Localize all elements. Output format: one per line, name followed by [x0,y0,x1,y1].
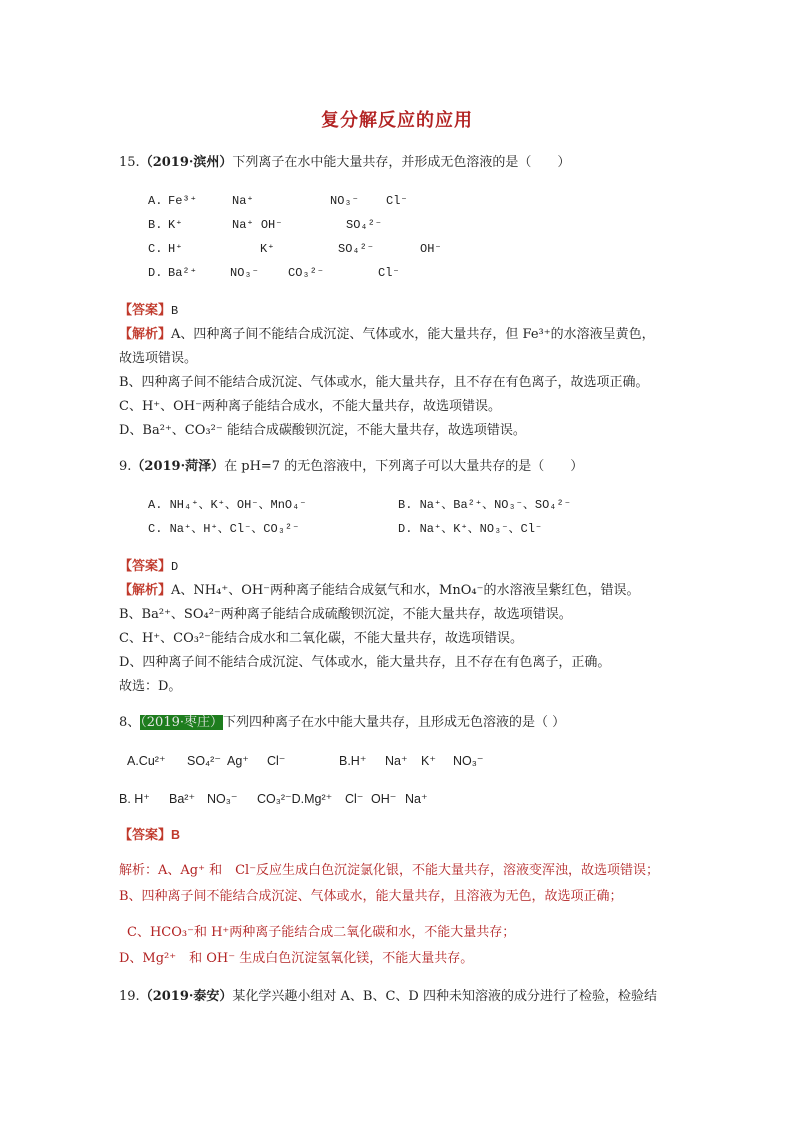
q8-analysis-line-1: 解析：A、Ag⁺ 和 Cl⁻反应生成白色沉淀氯化银，不能大量共存，溶液变浑浊，故选项错误； [119,863,660,878]
q19-stem: 19.（2019·泰安）某化学兴趣小组对 A、B、C、D 四种未知溶液的成分进行了检验，检验结 [119,989,657,1004]
q9-analysis-line-5: 故选：D。 [119,679,182,694]
document-page: 复分解反应的应用 15.（2019·滨州）下列离子在水中能大量共存，并形成无色溶液的是（ ） A. Fe³⁺ Na⁺ NO₃⁻ Cl⁻ B. K⁺ Na⁺ OH⁻ SO₄²⁻ C. H⁺ K⁺ SO₄²⁻ OH⁻ D. Ba²⁺ NO₃⁻ CO₃²⁻ Cl⁻ 【答案】B 【解析】A、四种离子间不能结合成沉淀、气体或水，能大量共存，但 Fe³⁺的水溶液呈黄色， 故选项错误。 B、四种离子间不能结合成沉淀、气体或水，能大量共存，且不存在有色离子，故选项正确。 C、H⁺、OH⁻两种离子能结合成水，不能大量共存，故选项错误。 D、Ba²⁺、CO₃²⁻ 能结合成碳酸钡沉淀，不能大量共存，故选项错误。 9.（2019·菏泽）在 pH=7 的无色溶液中，下列离子可以大量共存的是（ ） A. NH₄⁺、K⁺、OH⁻、MnO₄⁻ B. Na⁺、Ba²⁺、NO₃⁻、SO₄²⁻ C. Na⁺、H⁺、Cl⁻、CO₃²⁻ D. Na⁺、K⁺、NO₃⁻、Cl⁻ 【答案】D 【解析】A、NH₄⁺、OH⁻两种离子能结合成氨气和水，MnO₄⁻的水溶液呈紫红色，错误。 B、Ba²⁺、SO₄²⁻两种离子能结合成硫酸钡沉淀，不能大量共存，故选项错误。 C、H⁺、CO₃²⁻能结合成水和二氧化碳，不能大量共存，故选项错误。 D、四种离子间不能结合成沉淀、气体或水，能大量共存，且不存在有色离子，正确。 故选：D。 8、（2019·枣庄）下列四种离子在水中能大量共存，且形成无色溶液的是（ ） A.Cu²⁺ SO₄²⁻ Ag⁺ Cl⁻ B.H⁺ Na⁺ K⁺ NO₃⁻ B. H⁺ Ba²⁺ NO₃⁻ CO₃²⁻D.Mg²⁺ Cl⁻ OH⁻ Na⁺ 【答案】B 解析：A、Ag⁺ 和 Cl⁻反应生成白色沉淀氯化银，不能大量共存，溶液变浑浊，故选项错误； B、四种离子间不能结合成沉淀、气体或水，能大量共存，且溶液为无色，故选项正确； C、HCO₃⁻和 H⁺两种离子能结合成二氧化碳和水，不能大量共存； D、Mg²⁺ 和 OH⁻ 生成白色沉淀氢氧化镁，不能大量共存。 19.（2019·泰安）某化学兴趣小组对 A、B、C、D 四种未知溶液的成分进行了检验，检验结 [0,0,794,1123]
q15-analysis-line-1: 【解析】A、四种离子间不能结合成沉淀、气体或水，能大量共存，但 Fe³⁺的水溶液呈黄色， [119,327,655,342]
q9-answer: 【答案】D [119,559,179,574]
q9-analysis-line-1: 【解析】A、NH₄⁺、OH⁻两种离子能结合成氨气和水，MnO₄⁻的水溶液呈紫红色，错误。 [119,583,640,598]
q9-analysis-line-3: C、H⁺、CO₃²⁻能结合成水和二氧化碳，不能大量共存，故选项错误。 [119,631,524,646]
q15-analysis-line-3: B、四种离子间不能结合成沉淀、气体或水，能大量共存，且不存在有色离子，故选项正确。 [119,375,649,390]
q9-analysis-line-2: B、Ba²⁺、SO₄²⁻两种离子能结合成硫酸钡沉淀，不能大量共存，故选项错误。 [119,607,572,622]
page-title: 复分解反应的应用 [321,110,473,131]
q9-option-c: C. Na⁺、H⁺、Cl⁻、CO₃²⁻ [148,522,300,536]
q8-answer: 【答案】B [119,828,181,843]
q15-analysis-line-4: C、H⁺、OH⁻两种离子能结合成水，不能大量共存，故选项错误。 [119,399,502,414]
q8-analysis-line-2: B、四种离子间不能结合成沉淀、气体或水，能大量共存，且溶液为无色，故选项正确； [119,889,623,904]
q8-analysis-line-4: D、Mg²⁺ 和 OH⁻ 生成白色沉淀氢氧化镁，不能大量共存。 [119,951,474,966]
q8-analysis-line-3: C、HCO₃⁻和 H⁺两种离子能结合成二氧化碳和水，不能大量共存； [127,925,516,940]
q9-option-b: B. Na⁺、Ba²⁺、NO₃⁻、SO₄²⁻ [398,498,571,512]
q15-answer: 【答案】B [119,303,179,318]
q15-analysis-line-5: D、Ba²⁺、CO₃²⁻ 能结合成碳酸钡沉淀，不能大量共存，故选项错误。 [119,423,526,438]
q8-stem: 8、（2019·枣庄）下列四种离子在水中能大量共存，且形成无色溶液的是（ ） [119,715,566,730]
q8-source-highlight: （2019·枣庄） [140,715,223,730]
q15-stem: 15.（2019·滨州）下列离子在水中能大量共存，并形成无色溶液的是（ ） [119,155,571,170]
q9-option-a: A. NH₄⁺、K⁺、OH⁻、MnO₄⁻ [148,498,307,512]
q15-analysis-line-2: 故选项错误。 [119,351,198,366]
q9-option-d: D. Na⁺、K⁺、NO₃⁻、Cl⁻ [398,522,543,536]
q9-stem: 9.（2019·菏泽）在 pH=7 的无色溶液中，下列离子可以大量共存的是（ ） [119,459,584,474]
q9-analysis-line-4: D、四种离子间不能结合成沉淀、气体或水，能大量共存，且不存在有色离子，正确。 [119,655,611,670]
